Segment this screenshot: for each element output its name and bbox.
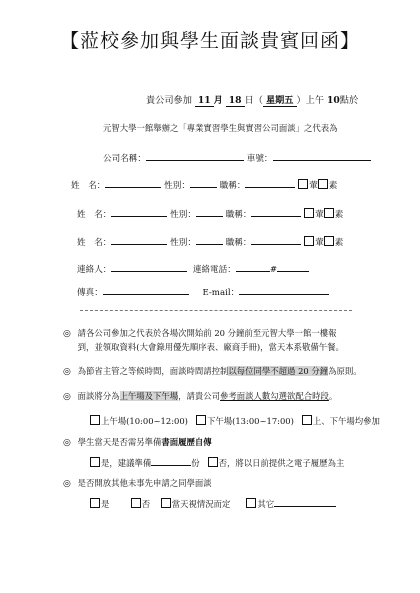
slot-both-checkbox[interactable] bbox=[302, 415, 312, 425]
meat-checkbox[interactable] bbox=[304, 236, 314, 246]
company-row bbox=[103, 151, 371, 164]
meat-label: 葷 bbox=[315, 238, 324, 248]
attendee-row bbox=[77, 207, 343, 220]
resume-no-label: 否，將以日前提供之電子履歷為主 bbox=[218, 458, 345, 468]
bullet-icon: ◎ bbox=[63, 392, 71, 402]
note-2-text-c: 為原則。 bbox=[328, 366, 362, 376]
name-label: 姓 名： bbox=[71, 181, 106, 191]
visit-suffix1: ）上午 bbox=[296, 95, 325, 106]
walkin-yes-label: 是 bbox=[101, 499, 110, 509]
visit-month-label: 月 bbox=[213, 95, 223, 106]
note-2-highlight: 以每位同學不超過 20 分鐘 bbox=[228, 366, 329, 376]
visit-day: 18 bbox=[226, 95, 245, 107]
name-label: 姓 名： bbox=[77, 210, 112, 220]
visit-weekday: 星期五 bbox=[263, 95, 297, 107]
fax-row bbox=[77, 285, 329, 298]
walkin-other-field[interactable] bbox=[274, 497, 336, 507]
gender-field[interactable] bbox=[196, 207, 223, 217]
meat-checkbox[interactable] bbox=[298, 179, 308, 189]
phone-ext-field[interactable] bbox=[277, 262, 309, 272]
gender-field[interactable] bbox=[196, 235, 223, 245]
note-3-text-a: 面談將分為 bbox=[77, 391, 120, 401]
contact-field[interactable] bbox=[111, 262, 187, 272]
gender-label: 性別： bbox=[170, 210, 196, 220]
visit-prefix: 貴公司參加 bbox=[146, 95, 192, 106]
resume-yes-checkbox[interactable] bbox=[90, 457, 100, 467]
slot-pm-label: 下午場(13:00~17:00) bbox=[206, 416, 294, 426]
veg-checkbox[interactable] bbox=[318, 179, 328, 189]
phone-label: 連絡電話： bbox=[192, 265, 236, 275]
visit-day-label: 日（ bbox=[244, 95, 263, 106]
slot-am-label: 上午場(10:00~12:00) bbox=[101, 416, 188, 426]
time-slot-options bbox=[90, 415, 380, 428]
note-1 bbox=[63, 327, 344, 354]
walkin-no-label: 否 bbox=[141, 499, 151, 509]
email-label: E-mail： bbox=[202, 288, 240, 298]
meat-label: 葷 bbox=[309, 181, 318, 191]
gender-label: 性別： bbox=[164, 181, 190, 191]
note-3 bbox=[63, 390, 337, 404]
attendee-row bbox=[77, 235, 343, 248]
phone-field[interactable] bbox=[236, 262, 270, 272]
resume-options bbox=[90, 456, 344, 470]
gender-label: 性別： bbox=[170, 238, 196, 248]
veg-label: 素 bbox=[328, 181, 338, 191]
name-label: 姓 名： bbox=[77, 238, 112, 248]
note-5 bbox=[63, 477, 212, 491]
car-number-field[interactable] bbox=[273, 151, 371, 161]
walk-in-options bbox=[90, 497, 336, 511]
walkin-yes-checkbox[interactable] bbox=[90, 498, 100, 508]
resume-yes-label: 是，建議準備 bbox=[101, 458, 152, 468]
veg-checkbox[interactable] bbox=[324, 208, 334, 218]
veg-label: 素 bbox=[334, 210, 344, 220]
name-field[interactable] bbox=[111, 207, 167, 217]
walkin-no-checkbox[interactable] bbox=[131, 498, 141, 508]
phone-ext-label: # bbox=[269, 265, 278, 275]
resume-no-checkbox[interactable] bbox=[208, 457, 218, 467]
note-2-text-a: 為節省主管之等候時間，面談時間請控制 bbox=[77, 366, 229, 376]
copies-field[interactable] bbox=[151, 456, 191, 466]
slot-both-label: 上、下午場均參加 bbox=[312, 416, 380, 426]
note-5-text: 是否開放其他未事先申請之同學面談 bbox=[77, 478, 212, 488]
bullet-icon: ◎ bbox=[63, 479, 71, 489]
note-3-text-c: ，請貴公司 bbox=[178, 391, 221, 401]
slot-pm-checkbox[interactable] bbox=[196, 415, 206, 425]
job-title-field[interactable] bbox=[251, 207, 301, 217]
note-3-underline: 參考面談人數勾選欲配合時段 bbox=[220, 391, 329, 401]
note-4 bbox=[63, 436, 212, 450]
name-field[interactable] bbox=[105, 178, 161, 188]
meat-label: 葷 bbox=[315, 210, 324, 220]
bullet-icon: ◎ bbox=[63, 438, 71, 448]
intro-text: 元智大學一館舉辦之「專業實習學生與實習公司面談」之代表為 bbox=[103, 123, 338, 133]
walkin-decide-checkbox[interactable] bbox=[161, 498, 171, 508]
company-label: 公司名稱： bbox=[103, 154, 146, 164]
page-title: 【蒞校參加與學生面談貴賓回函】 bbox=[59, 30, 360, 52]
name-field[interactable] bbox=[111, 235, 167, 245]
note-1-line-2: 到，並領取資料(大會錄用優先順序表、廠商手冊)，當天本系敬備午餐。 bbox=[77, 342, 344, 352]
attendee-row bbox=[71, 178, 337, 191]
veg-label: 素 bbox=[334, 238, 344, 248]
fax-label: 傳真： bbox=[77, 288, 103, 298]
divider bbox=[80, 310, 352, 311]
note-4-text-a: 學生當天是否需另準備 bbox=[77, 437, 162, 447]
note-1-line-1: 請各公司參加之代表於各場次開始前 20 分鐘前至元智大學一館一樓報 bbox=[77, 328, 337, 338]
title-label: 職稱： bbox=[225, 238, 252, 248]
walkin-other-label: 其它 bbox=[257, 499, 275, 509]
contact-row bbox=[77, 262, 309, 275]
note-3-highlight: 上午場及下午場 bbox=[119, 391, 179, 401]
slot-am-checkbox[interactable] bbox=[90, 415, 100, 425]
title-label: 職稱： bbox=[219, 181, 246, 191]
contact-label: 連絡人： bbox=[77, 265, 112, 275]
meat-checkbox[interactable] bbox=[304, 208, 314, 218]
job-title-field[interactable] bbox=[245, 178, 295, 188]
visit-suffix2: 點於 bbox=[339, 95, 359, 106]
fax-field[interactable] bbox=[103, 285, 189, 295]
job-title-field[interactable] bbox=[251, 235, 301, 245]
bullet-icon: ◎ bbox=[63, 329, 71, 339]
visit-month: 11 bbox=[195, 95, 214, 107]
email-field[interactable] bbox=[239, 285, 329, 295]
veg-checkbox[interactable] bbox=[324, 236, 334, 246]
walkin-other-checkbox[interactable] bbox=[246, 498, 256, 508]
note-3-text-e: 。 bbox=[328, 391, 338, 401]
company-name-field[interactable] bbox=[146, 151, 244, 161]
copies-label: 份 bbox=[191, 458, 200, 468]
title-label: 職稱： bbox=[225, 210, 252, 220]
visit-line bbox=[146, 92, 358, 106]
note-2 bbox=[63, 365, 362, 379]
car-label: 車號： bbox=[246, 154, 273, 164]
visit-time: 10 bbox=[326, 95, 340, 106]
note-4-bold: 書面履歷自傳 bbox=[161, 437, 212, 447]
bullet-icon: ◎ bbox=[63, 367, 71, 377]
walkin-decide-label: 當天視情況而定 bbox=[171, 499, 231, 509]
gender-field[interactable] bbox=[190, 178, 217, 188]
